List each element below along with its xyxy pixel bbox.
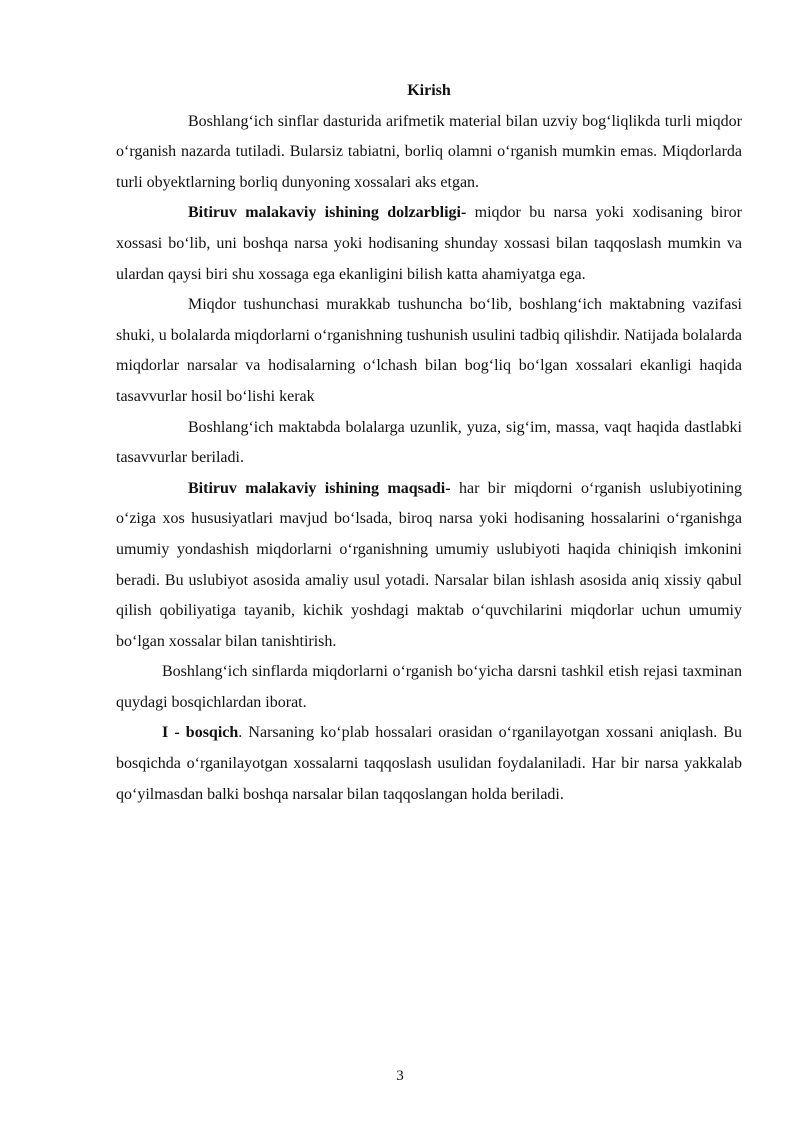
paragraph-text: Boshlang‘ich sinflarda miqdorlarni o‘rganish bo‘yicha darsni tashkil etish rejasi taxminan quydagi bosqichlardan iborat.	[116, 663, 742, 711]
page-number: 3	[396, 1068, 404, 1084]
paragraph-stage-one	[116, 718, 742, 810]
paragraph-goal	[116, 474, 742, 658]
paragraph-text: har bir miqdorni o‘rganish uslubiyotining o‘ziga xos hususiyatlari mavjud bo‘lsada, biroq narsa yoki hodisaning hossalarini o‘rganishga umumiy yondashish miqdorlarni o‘rganishning umumiy uslubiyoti haqida chiniqish imkonini beradi. Bu uslubiyot asosida amaliy usul yotadi. Narsalar bilan ishlash asosida aniq xissiy qabul qilish qobiliyatiga tayanib, kichik yoshdagi maktab o‘quvchilarini miqdorlar uchun umumiy bo‘lgan xossalar bilan tanishtirish.	[116, 479, 743, 650]
paragraph-text: miqdor bu narsa yoki xodisaning biror xossasi bo‘lib, uni boshqa narsa yoki hodisaning shunday xossasi bilan taqqoslash mumkin va ulardan qaysi biri shu xossaga ega ekanligini bilish katta ahamiyatga ega.	[116, 204, 743, 283]
paragraph-heading: Bitiruv malakaviy ishining maqsadi-	[188, 479, 451, 497]
paragraph-heading: I - bosqich	[162, 724, 239, 742]
paragraph-primary-school	[116, 413, 742, 474]
paragraph-intro	[116, 107, 742, 199]
paragraph-heading: Bitiruv malakaviy ishining dolzarbligi-	[188, 204, 467, 222]
paragraph-text: Boshlang‘ich maktabda bolalarga uzunlik, yuza, sig‘im, massa, vaqt haqida dastlabki tasavvurlar beriladi.	[116, 418, 742, 467]
paragraph-text: Miqdor tushunchasi murakkab tushuncha bo‘lib, boshlang‘ich maktabning vazifasi shuki, u bolalarda miqdorlarni o‘rganishning tushunish usulini tadbiq qilishdir. Natijada bolalarda miqdorlar narsalar va hodisalarning o‘lchash bilan bog‘liq bo‘lgan xossalari ekanligi haqida tasavvurlar hosil bo‘lishi kerak	[116, 296, 742, 405]
paragraph-text: Boshlang‘ich sinflar dasturida arifmetik material bilan uzviy bog‘liqlikda turli miqdor o‘rganish nazarda tutiladi. Bularsiz tabiatni, borliq olamni o‘rganish mumkin emas. Miqdorlarda turli obyektlarning borliq dunyoning xossalari aks etgan.	[116, 112, 742, 191]
paragraph-relevance	[116, 198, 742, 290]
paragraph-lesson-plan	[116, 657, 742, 718]
paragraph-text: . Narsaning ko‘plab hossalari orasidan o‘rganilayotgan xossani aniqlash. Bu bosqichda o‘rganilayotgan xossalarni taqqoslash usulidan foydalaniladi. Har bir narsa yakkalab qo‘yilmasdan balki boshqa narsalar bilan taqqoslangan holda beriladi.	[116, 724, 742, 803]
document-title: Kirish	[407, 82, 451, 99]
document-body	[116, 76, 742, 810]
paragraph-concept	[116, 290, 742, 412]
